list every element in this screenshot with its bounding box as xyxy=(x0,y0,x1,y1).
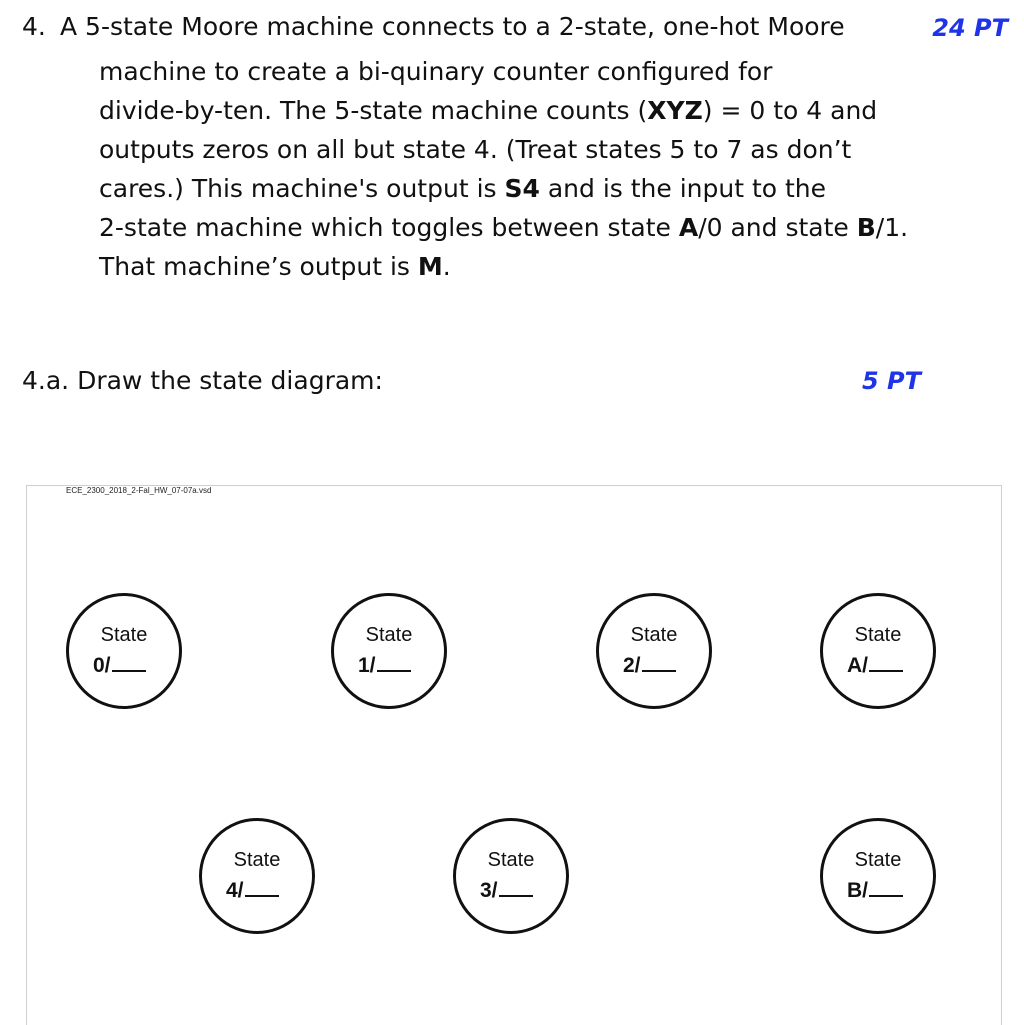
question-text: . xyxy=(442,252,451,281)
state-output xyxy=(480,878,533,903)
question-text: 2-state machine which toggles between state xyxy=(99,213,679,242)
state-3-circle xyxy=(453,818,569,934)
diagram-frame xyxy=(26,485,1002,1025)
question-line-7 xyxy=(99,247,919,286)
question-line-1 xyxy=(60,12,845,42)
part-a-label: 4.a. Draw the state diagram: xyxy=(22,366,383,395)
output-blank xyxy=(377,653,411,672)
m-term: M xyxy=(417,252,443,281)
state-word: State xyxy=(854,849,902,871)
state-name: B/ xyxy=(847,879,868,902)
question-number: 4. xyxy=(22,12,46,41)
state-word: State xyxy=(487,849,535,871)
state-word: State xyxy=(854,624,902,646)
state-word: State xyxy=(365,624,413,646)
state-b-term: B xyxy=(856,213,876,242)
state-name: 0/ xyxy=(93,654,111,677)
state-a-circle xyxy=(820,593,936,709)
state-b-circle xyxy=(820,818,936,934)
question-text: /0 and state xyxy=(698,213,857,242)
state-name: 2/ xyxy=(623,654,641,677)
state-4-circle xyxy=(199,818,315,934)
state-word: State xyxy=(630,624,678,646)
s4-term: S4 xyxy=(504,174,540,203)
state-2-circle xyxy=(596,593,712,709)
question-line-2 xyxy=(99,52,919,91)
question-text: and is the input to the xyxy=(539,174,827,203)
state-output xyxy=(847,878,903,903)
state-0-circle xyxy=(66,593,182,709)
question-body xyxy=(99,52,919,286)
state-name: 3/ xyxy=(480,879,498,902)
question-line-3 xyxy=(99,91,919,130)
state-output xyxy=(93,653,146,678)
output-blank xyxy=(245,878,279,897)
question-text: outputs zeros on all but state 4. (Treat states 5 to 7 as don’t xyxy=(99,135,852,164)
question-line-4 xyxy=(99,130,919,169)
question-text: A 5-state Moore machine connects to a 2-state, one-hot Moore xyxy=(60,12,845,41)
output-blank xyxy=(869,878,903,897)
state-word: State xyxy=(233,849,281,871)
diagram-file-name: ECE_2300_2018_2-Fal_HW_07-07a.vsd xyxy=(66,486,212,495)
question-text: /1. xyxy=(875,213,909,242)
output-blank xyxy=(499,878,533,897)
question-line-5 xyxy=(99,169,919,208)
question-text: ) = 0 to 4 and xyxy=(702,96,878,125)
question-text: cares.) This machine's output is xyxy=(99,174,505,203)
state-output xyxy=(623,653,676,678)
part-a-points: 5 PT xyxy=(862,367,922,395)
state-word: State xyxy=(100,624,148,646)
question-text: machine to create a bi-quinary counter configured for xyxy=(99,57,773,86)
state-output xyxy=(358,653,411,678)
state-name: 4/ xyxy=(226,879,244,902)
xyz-term: XYZ xyxy=(647,96,703,125)
state-a-term: A xyxy=(678,213,699,242)
state-1-circle xyxy=(331,593,447,709)
question-points: 24 PT xyxy=(932,14,1008,42)
state-name: A/ xyxy=(847,654,868,677)
output-blank xyxy=(112,653,146,672)
question-text: That machine’s output is xyxy=(99,252,418,281)
output-blank xyxy=(642,653,676,672)
question-text: divide-by-ten. The 5-state machine counts ( xyxy=(99,96,648,125)
question-line-6 xyxy=(99,208,919,247)
output-blank xyxy=(869,653,903,672)
state-name: 1/ xyxy=(358,654,376,677)
state-output xyxy=(847,653,903,678)
state-output xyxy=(226,878,279,903)
